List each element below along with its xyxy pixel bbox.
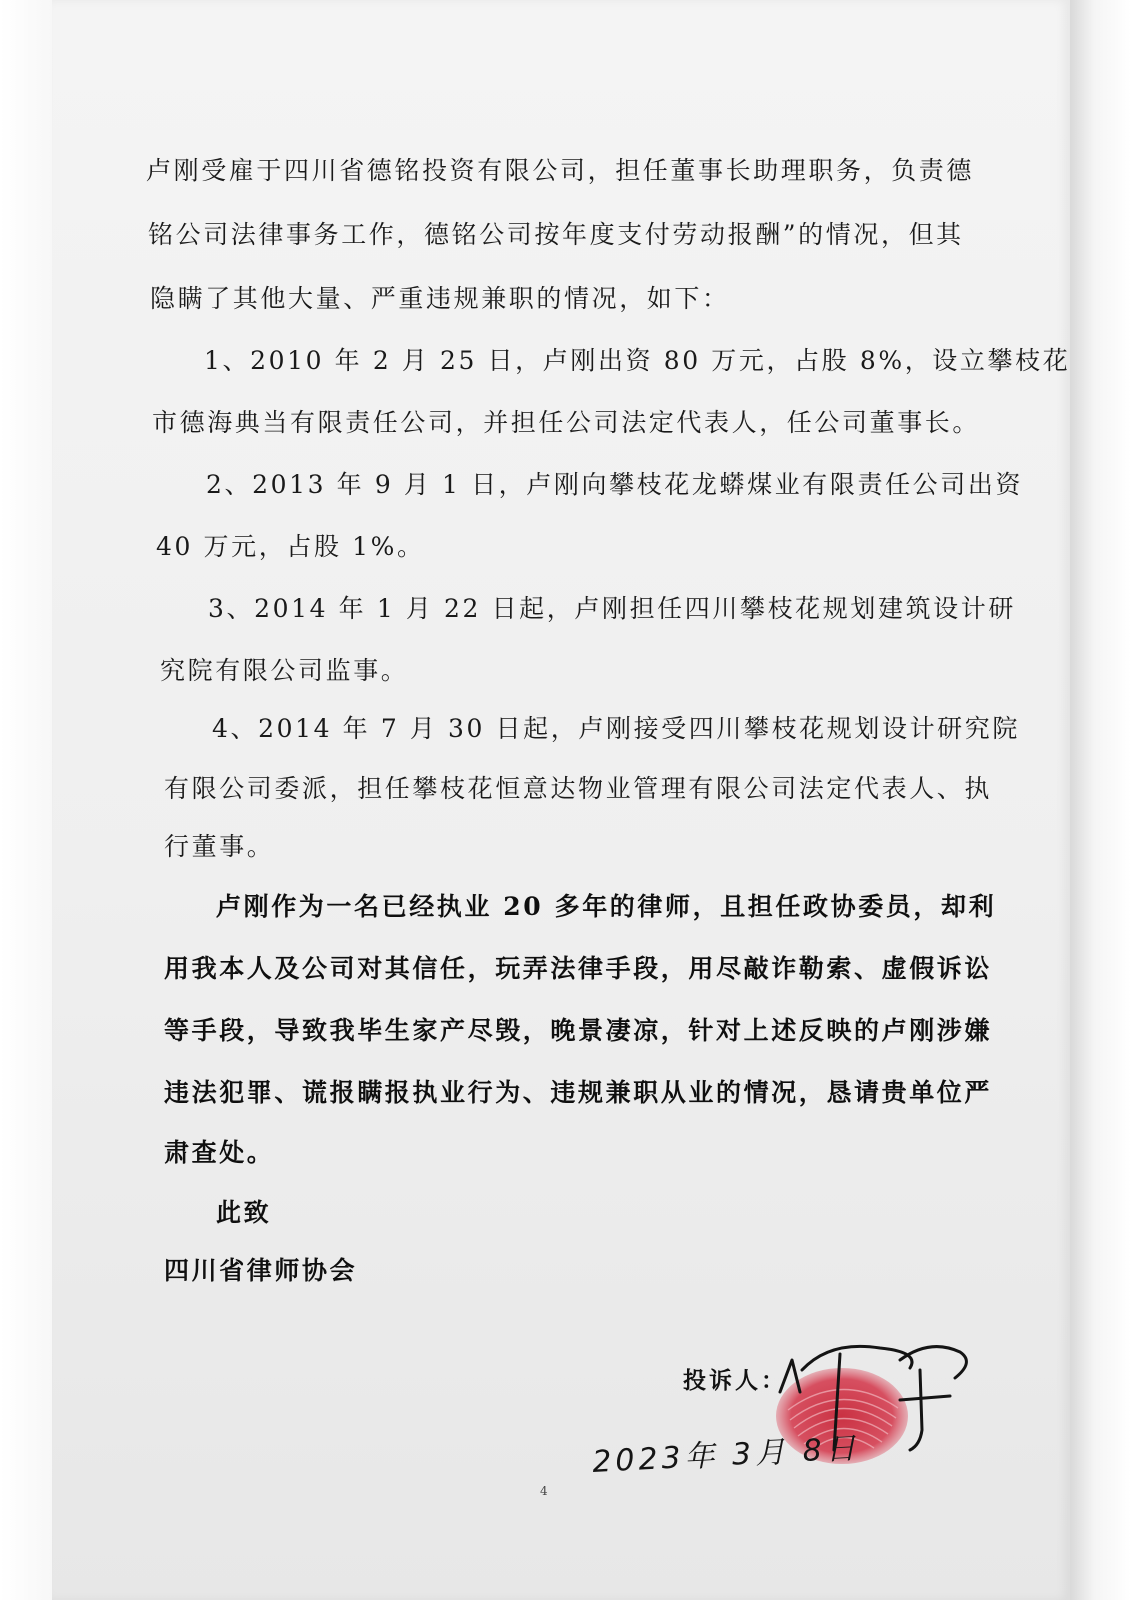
signature-stroke	[802, 1346, 912, 1370]
conclusion-line: 等手段，导致我毕生家产尽毁，晚景凄凉，针对上述反映的卢刚涉嫌	[164, 1016, 993, 1045]
conclusion-line: 用我本人及公司对其信任，玩弄法律手段，用尽敲诈勒索、虚假诉讼	[164, 954, 993, 983]
list-item-line: 有限公司委派，担任攀枝花恒意达物业管理有限公司法定代表人、执	[164, 774, 993, 803]
page-margin-right	[1070, 0, 1131, 1600]
list-item-line: 4、2014 年 7 月 30 日起，卢刚接受四川攀枝花规划设计研究院	[212, 714, 1020, 743]
paragraph-line: 铭公司法律事务工作，德铭公司按年度支付劳动报酬”的情况，但其	[148, 220, 964, 249]
list-item-line: 2、2013 年 9 月 1 日，卢刚向攀枝花龙蟒煤业有限责任公司出资	[206, 470, 1024, 499]
paragraph-line: 卢刚受雇于四川省德铭投资有限公司，担任董事长助理职务，负责德	[146, 156, 975, 185]
list-item-line: 40 万元，占股 1%。	[156, 532, 425, 561]
signature-stroke	[780, 1360, 800, 1392]
list-item-line: 行董事。	[164, 832, 275, 861]
handwritten-date: 2023年 3月 8日	[591, 1431, 861, 1480]
list-item-line: 3、2014 年 1 月 22 日起，卢刚担任四川攀枝花规划建筑设计研	[208, 594, 1016, 623]
signature-stroke	[910, 1370, 922, 1450]
salutation: 此致	[216, 1198, 272, 1227]
conclusion-line: 卢刚作为一名已经执业 20 多年的律师，且担任政协委员，却利	[216, 892, 997, 921]
conclusion-line: 肃查处。	[164, 1138, 275, 1167]
complainant-label: 投诉人：	[683, 1367, 787, 1394]
page-number: 4	[540, 1484, 548, 1498]
list-item-line: 1、2010 年 2 月 25 日，卢刚出资 80 万元，占股 8%，设立攀枝花	[204, 346, 1071, 375]
signature-stroke	[900, 1396, 950, 1400]
list-item-line: 市德海典当有限责任公司，并担任公司法定代表人，任公司董事长。	[152, 408, 981, 437]
paragraph-line: 隐瞒了其他大量、严重违规兼职的情况，如下：	[150, 284, 730, 313]
list-item-line: 究院有限公司监事。	[160, 656, 409, 685]
signature-stroke	[900, 1347, 966, 1378]
page-margin-left	[0, 0, 52, 1600]
conclusion-line: 违法犯罪、谎报瞒报执业行为、违规兼职从业的情况，恳请贵单位严	[164, 1078, 993, 1107]
recipient: 四川省律师协会	[164, 1256, 358, 1285]
